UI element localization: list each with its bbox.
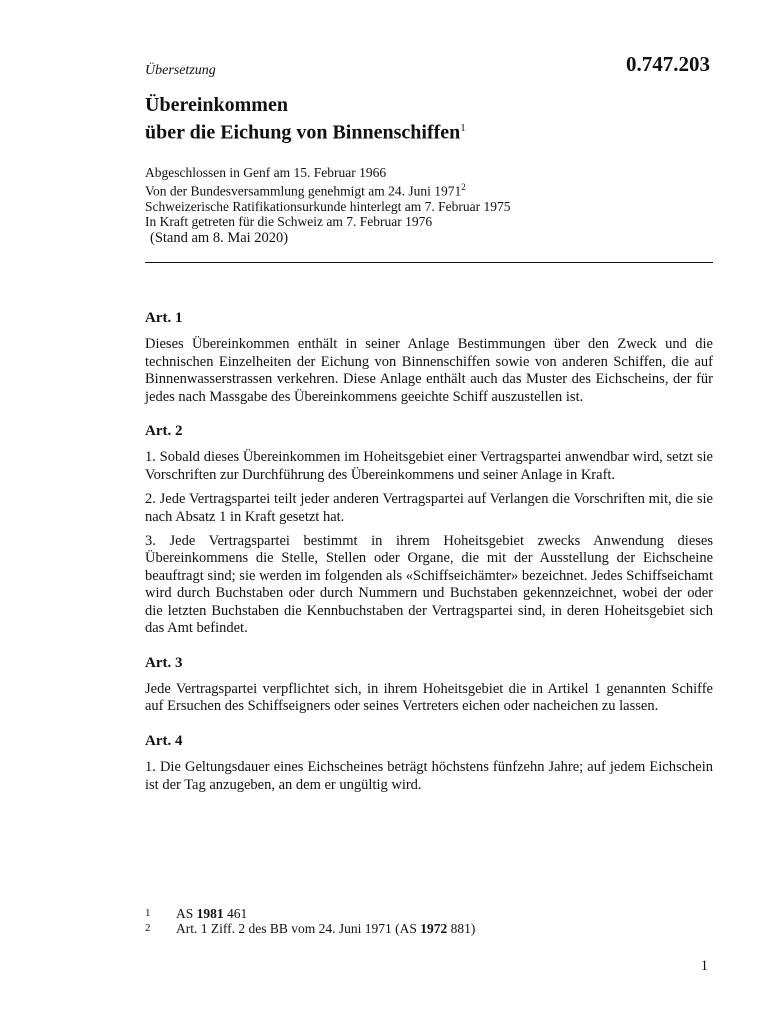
footnote-text bbox=[176, 906, 247, 921]
footnote-text-pre: AS bbox=[176, 906, 197, 921]
footnote-text-post: 881) bbox=[447, 921, 476, 936]
footnote-1 bbox=[145, 906, 475, 921]
meta-in-force: In Kraft getreten für die Schweiz am 7. Februar 1976 bbox=[145, 213, 433, 229]
title-line-2-text: über die Eichung von Binnenschiffen bbox=[145, 121, 461, 144]
meta-approved: Von der Bundesversammlung genehmigt am 24. Juni 1971 bbox=[145, 183, 462, 199]
article-1 bbox=[145, 310, 713, 406]
title-footnote-ref[interactable]: 1 bbox=[460, 122, 466, 134]
article-heading: Art. 1 bbox=[145, 310, 183, 326]
meta-approved-footnote-ref[interactable]: 2 bbox=[461, 182, 466, 192]
article-paragraph: 1. Die Geltungsdauer eines Eichscheines beträgt höchstens fünfzehn Jahre; auf jedem Eichschein ist der Tag anzugeben, an dem er ungültig wird. bbox=[145, 759, 713, 793]
footnote-text-post: 461 bbox=[223, 906, 248, 921]
footnote-text-bold: 1981 bbox=[196, 906, 224, 921]
sr-number: 0.747.203 bbox=[626, 52, 710, 76]
footnotes bbox=[145, 906, 475, 936]
footnote-text-bold: 1972 bbox=[420, 921, 448, 936]
meta-ratification: Schweizerische Ratifikationsurkunde hinterlegt am 7. Februar 1975 bbox=[145, 198, 511, 214]
footnote-text-pre: Art. 1 Ziff. 2 des BB vom 24. Juni 1971 (AS bbox=[176, 921, 421, 936]
header-divider bbox=[145, 262, 713, 263]
meta-concluded: Abgeschlossen in Genf am 15. Februar 1966 bbox=[145, 165, 387, 180]
footnote-2 bbox=[145, 921, 475, 936]
article-paragraph: Jede Vertragspartei verpflichtet sich, in ihrem Hoheitsgebiet die in Artikel 1 genannten Schiffe auf Ersuchen des Schiffseigners oder seines Vertreters eichen oder nacheichen zu lassen. bbox=[145, 680, 713, 715]
page-number: 1 bbox=[700, 958, 708, 974]
status-date: (Stand am 8. Mai 2020) bbox=[150, 230, 289, 246]
article-paragraph: Dieses Übereinkommen enthält in seiner Anlage Bestimmungen über den Zweck und die technischen Einzelheiten der Eichung von Binnenschiffen sowie von anderen Schiffen, die auf Binnenwasserstrassen verkehren. Diese Anlage enthält auch das Muster des Eichscheins, der für jedes nach Massgabe des Übereinkommens geeichte Schiff auszustellen ist. bbox=[145, 336, 713, 405]
article-paragraph: 3. Jede Vertragspartei bestimmt in ihrem Hoheitsgebiet zwecks Anwendung dieses Übereinkommens die Stelle, Stellen oder Organe, die mit der Ausstellung der Eichscheine beauftragt sind; sie werden im folgenden als «Schiffseichämter» bezeichnet. Jedes Schiffseichamt wird durch Buchstaben oder durch Nummern und Buchstaben gekennzeichnet, wobei der oder die letzten Buchstaben die Kennbuchstaben der Vertragspartei sind, in deren Hoheitsgebiet sich das Amt befindet. bbox=[145, 533, 713, 637]
document-meta bbox=[145, 165, 511, 229]
document-body bbox=[145, 310, 713, 811]
article-heading: Art. 4 bbox=[145, 732, 183, 749]
title-line-1: Übereinkommen bbox=[145, 94, 288, 116]
translation-label: Übersetzung bbox=[145, 63, 216, 78]
article-heading: Art. 3 bbox=[145, 654, 183, 671]
article-paragraph: 1. Sobald dieses Übereinkommen im Hoheitsgebiet einer Vertragspartei anwendbar wird, setzt sie Vorschriften zur Durchführung des Übereinkommens und seiner Anlage in Kraft. bbox=[145, 449, 713, 483]
title-line-2 bbox=[145, 117, 466, 145]
article-paragraph: 2. Jede Vertragspartei teilt jeder anderen Vertragspartei auf Verlangen die Vorschriften mit, die sie nach Absatz 1 in Kraft gesetzt hat. bbox=[145, 491, 713, 525]
article-4 bbox=[145, 733, 713, 794]
footnote-number: 2 bbox=[145, 922, 151, 934]
meta-approved-line bbox=[145, 180, 511, 199]
article-2 bbox=[145, 423, 713, 637]
footnote-number: 1 bbox=[145, 907, 151, 919]
article-heading: Art. 2 bbox=[145, 423, 183, 440]
document-title bbox=[145, 94, 466, 145]
footnote-text bbox=[176, 921, 475, 936]
article-3 bbox=[145, 655, 713, 716]
